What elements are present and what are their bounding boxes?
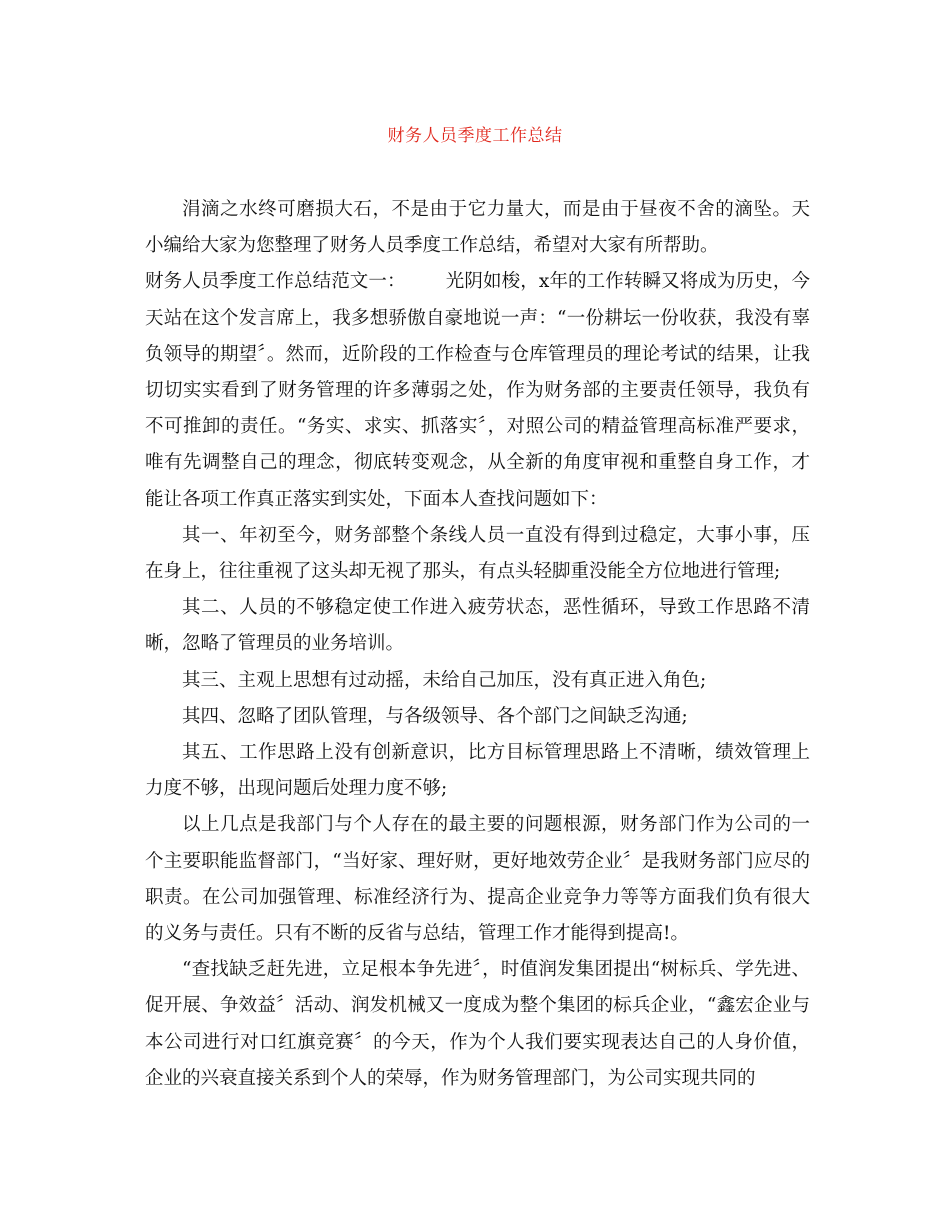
paragraph: 其五、工作思路上没有创新意识，比方目标管理思路上不清晰，绩效管理上力度不够，出现问题后处理力度不够; (145, 742, 810, 800)
paragraph: 其三、主观上思想有过动摇，未给自己加压，没有真正进入角色; (182, 669, 707, 691)
document-body (145, 192, 810, 1097)
section-heading: 财务人员季度工作总结范文一： (145, 271, 406, 293)
paragraph: 其一、年初至今，财务部整个条线人员一直没有得到过稳定，大事小事，压在身上，往往重视了这头却无视了那头，有点头轻脚重没能全方位地进行管理; (145, 524, 810, 583)
paragraph: 以上几点是我部门与个人存在的最主要的问题根源，财务部门作为公司的一个主要职能监督部门，“当好家、理好财，更好地效劳企业〞是我财务部门应尽的职责。在公司加强管理、标准经济行为、提高企业竞争力等等方面我们负有很大的义务与责任。只有不断的反省与总结，管理工作才能得到提高!。 (145, 814, 810, 945)
paragraph: 其四、忽略了团队管理，与各级领导、各个部门之间缺乏沟通; (182, 705, 688, 727)
document-title: 财务人员季度工作总结 (387, 126, 563, 146)
paragraph: 其二、人员的不够稳定使工作进入疲劳状态，恶性循环，导致工作思路不清晰，忽略了管理员的业务培训。 (145, 597, 810, 655)
paragraph-with-heading (145, 264, 810, 517)
paragraph: 涓滴之水终可磨损大石，不是由于它力量大，而是由于昼夜不舍的滴坠。天小编给大家为您整理了财务人员季度工作总结，希望对大家有所帮助。 (145, 199, 810, 257)
paragraph: “查找缺乏赶先进，立足根本争先进〞，时值润发集团提出“树标兵、学先进、促开展、争效益〞活动、润发机械又一度成为整个集团的标兵企业，“鑫宏企业与本公司进行对口红旗竞赛〞的今天，作为个人我们要实现表达自己的人身价值，企业的兴衰直接关系到个人的荣辱，作为财务管理部门，为公司实现共同的 (145, 959, 810, 1089)
paragraph-text: 光阴如梭，x年的工作转瞬又将成为历史，今天站在这个发言席上，我多想骄傲自豪地说一声：“一份耕坛一份收获，我没有辜负领导的期望〞。然而，近阶段的工作检查与仓库管理员的理论考试的结果，让我切切实实看到了财务管理的许多薄弱之处，作为财务部的主要责任领导，我负有不可推卸的责任。“务实、求实、抓落实〞，对照公司的精益管理高标准严要求，唯有先调整自己的理念，彻底转变观念，从全新的角度审视和重整自身工作，才能让各项工作真正落实到实处，下面本人查找问题如下： (145, 271, 810, 510)
